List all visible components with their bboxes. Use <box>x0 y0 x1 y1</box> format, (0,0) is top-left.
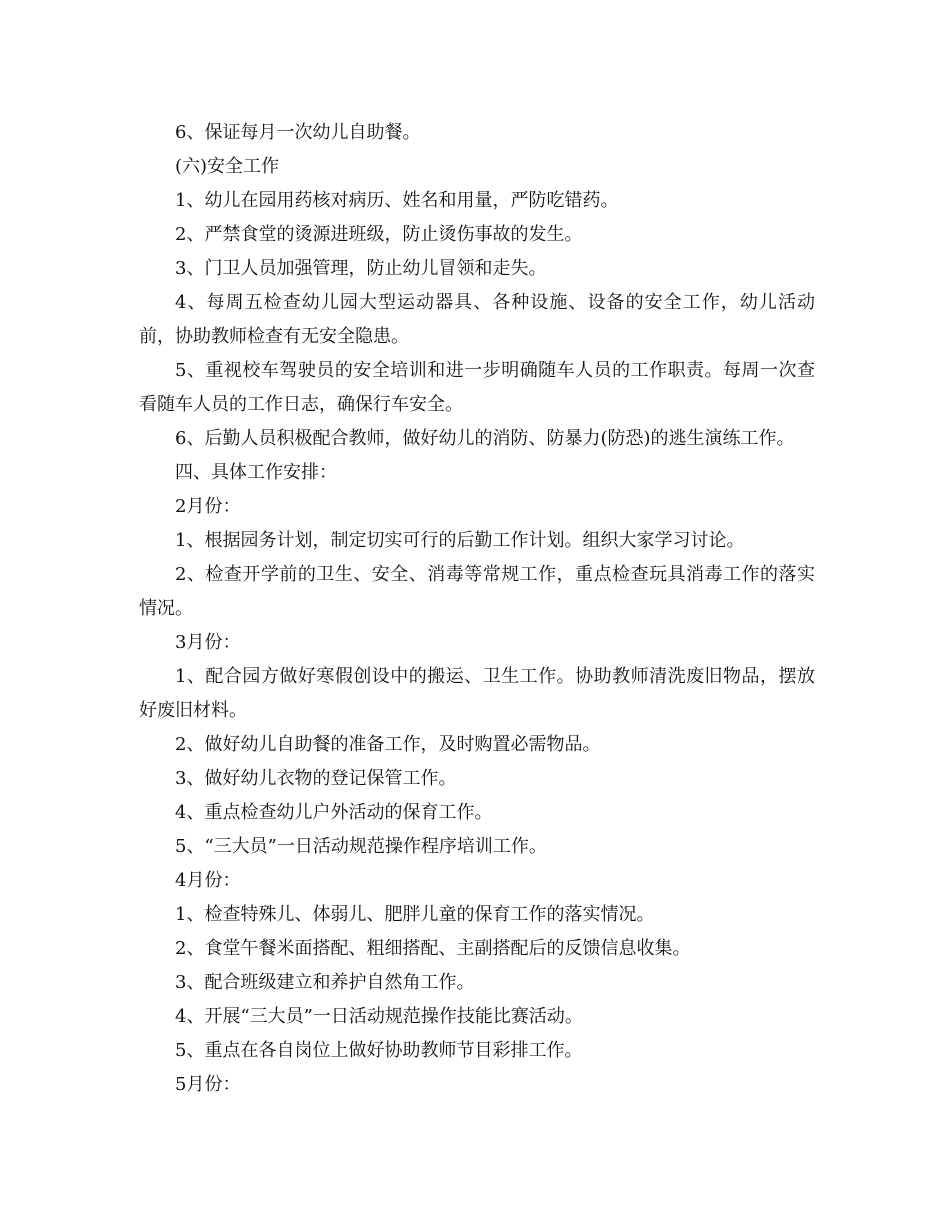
paragraph: 5、重点在各自岗位上做好协助教师节目彩排工作。 <box>175 1040 583 1061</box>
paragraph: 4、每周五检查幼儿园大型运动器具、各种设施、设备的安全工作，幼儿活动前，协助教师检查有无安全隐患。 <box>139 292 815 347</box>
paragraph: 3、做好幼儿衣物的登记保管工作。 <box>175 768 457 789</box>
paragraph: 1、配合园方做好寒假创设中的搬运、卫生工作。协助教师清洗废旧物品，摆放好废旧材料。 <box>139 666 815 721</box>
month-heading: 3月份： <box>175 632 241 653</box>
paragraph: 5、重视校车驾驶员的安全培训和进一步明确随车人员的工作职责。每周一次查看随车人员的工作日志，确保行车安全。 <box>139 360 815 415</box>
month-heading: 5月份： <box>175 1074 241 1095</box>
paragraph: 1、检查特殊儿、体弱儿、肥胖儿童的保育工作的落实情况。 <box>175 904 655 925</box>
paragraph: 2、严禁食堂的烫源进班级，防止烫伤事故的发生。 <box>175 224 583 245</box>
paragraph: 2、检查开学前的卫生、安全、消毒等常规工作，重点检查玩具消毒工作的落实情况。 <box>139 564 815 619</box>
paragraph: 6、后勤人员积极配合教师，做好幼儿的消防、防暴力(防恐)的逃生演练工作。 <box>175 428 795 449</box>
month-heading: 2月份： <box>175 496 241 517</box>
month-heading: 4月份： <box>175 870 241 891</box>
section-heading: 四、具体工作安排： <box>175 462 337 483</box>
paragraph: 6、保证每月一次幼儿自助餐。 <box>175 122 421 143</box>
paragraph: 1、幼儿在园用药核对病历、姓名和用量，严防吃错药。 <box>175 190 619 211</box>
paragraph: 4、开展“三大员”一日活动规范操作技能比赛活动。 <box>175 1006 583 1027</box>
section-heading: (六)安全工作 <box>175 156 280 177</box>
paragraph: 2、做好幼儿自助餐的准备工作，及时购置必需物品。 <box>175 734 601 755</box>
paragraph: 3、门卫人员加强管理，防止幼儿冒领和走失。 <box>175 258 547 279</box>
paragraph: 1、根据园务计划，制定切实可行的后勤工作计划。组织大家学习讨论。 <box>175 530 745 551</box>
document-body <box>139 116 815 1102</box>
paragraph: 5、“三大员”一日活动规范操作程序培训工作。 <box>175 836 547 857</box>
paragraph: 2、食堂午餐米面搭配、粗细搭配、主副搭配后的反馈信息收集。 <box>175 938 691 959</box>
paragraph: 4、重点检查幼儿户外活动的保育工作。 <box>175 802 493 823</box>
paragraph: 3、配合班级建立和养护自然角工作。 <box>175 972 475 993</box>
